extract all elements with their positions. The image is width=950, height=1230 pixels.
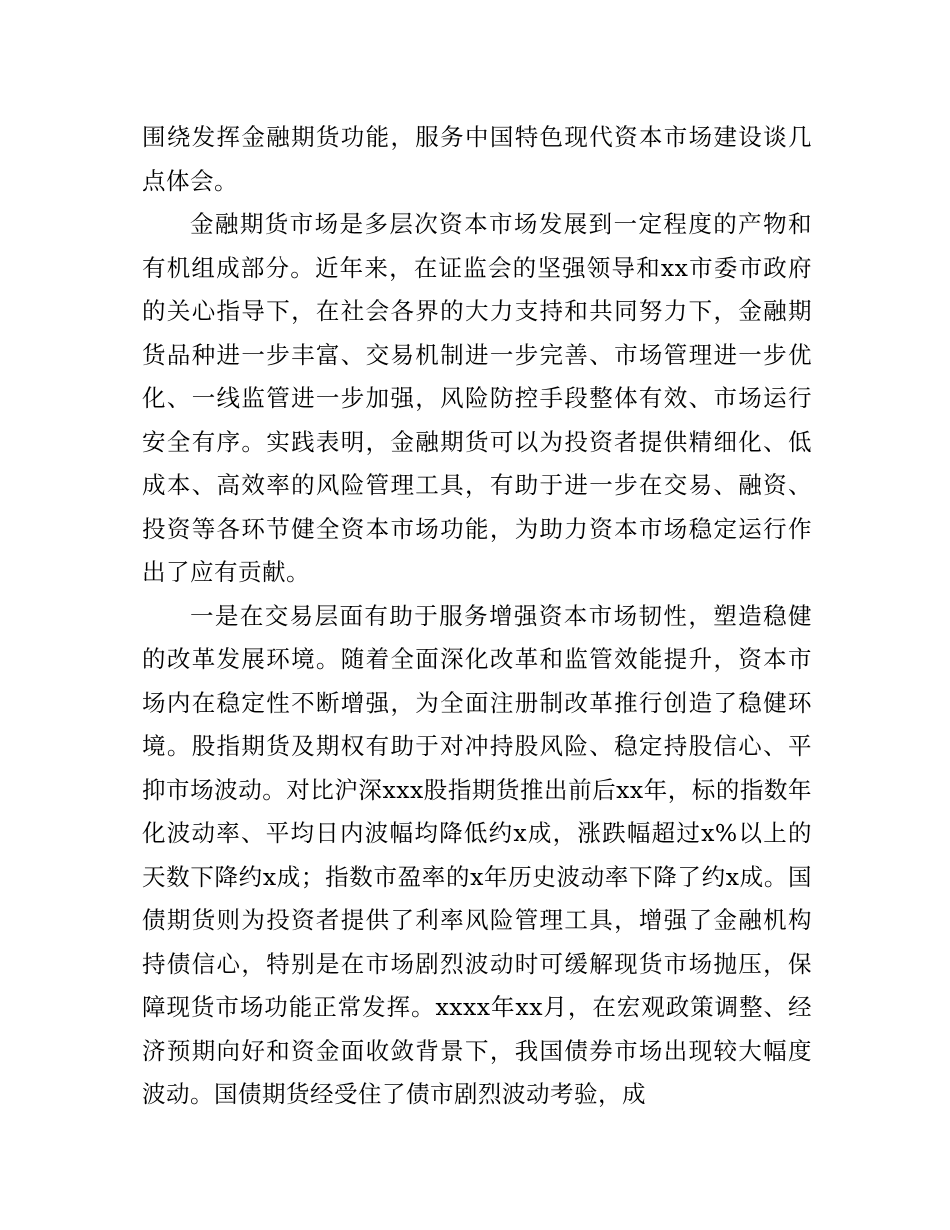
- paragraph-trading-level: 一是在交易层面有助于服务增强资本市场韧性，塑造稳健的改革发展环境。随着全面深化改革和监管效能提升，资本市场内在稳定性不断增强，为全面注册制改革推行创造了稳健环境。股指期货及期权有助于对冲持股风险、稳定持股信心、平抑市场波动。对比沪深xxx股指期货推出前后xx年，标的指数年化波动率、平均日内波幅均降低约x成，涨跌幅超过x%以上的天数下降约x成；指数市盈率的x年历史波动率下降了约x成。国债期货则为投资者提供了利率风险管理工具，增强了金融机构持债信心，特别是在市场剧烈波动时可缓解现货市场抛压，保障现货市场功能正常发挥。xxxx年xx月，在宏观政策调整、经济预期向好和资金面收敛背景下，我国债券市场出现较大幅度波动。国债期货经受住了债市剧烈波动考验，成: [142, 601, 812, 1108]
- paragraph-financial-futures-market: 金融期货市场是多层次资本市场发展到一定程度的产物和有机组成部分。近年来，在证监会的坚强领导和xx市委市政府的关心指导下，在社会各界的大力支持和共同努力下，金融期货品种进一步丰富、交易机制进一步完善、市场管理进一步优化、一线监管进一步加强，风险防控手段整体有效、市场运行安全有序。实践表明，金融期货可以为投资者提供精细化、低成本、高效率的风险管理工具，有助于进一步在交易、融资、投资等各环节健全资本市场功能，为助力资本市场稳定运行作出了应有贡献。: [142, 210, 812, 586]
- document-body: [142, 116, 812, 1117]
- paragraph-intro: 围绕发挥金融期货功能，服务中国特色现代资本市场建设谈几点体会。: [142, 123, 812, 195]
